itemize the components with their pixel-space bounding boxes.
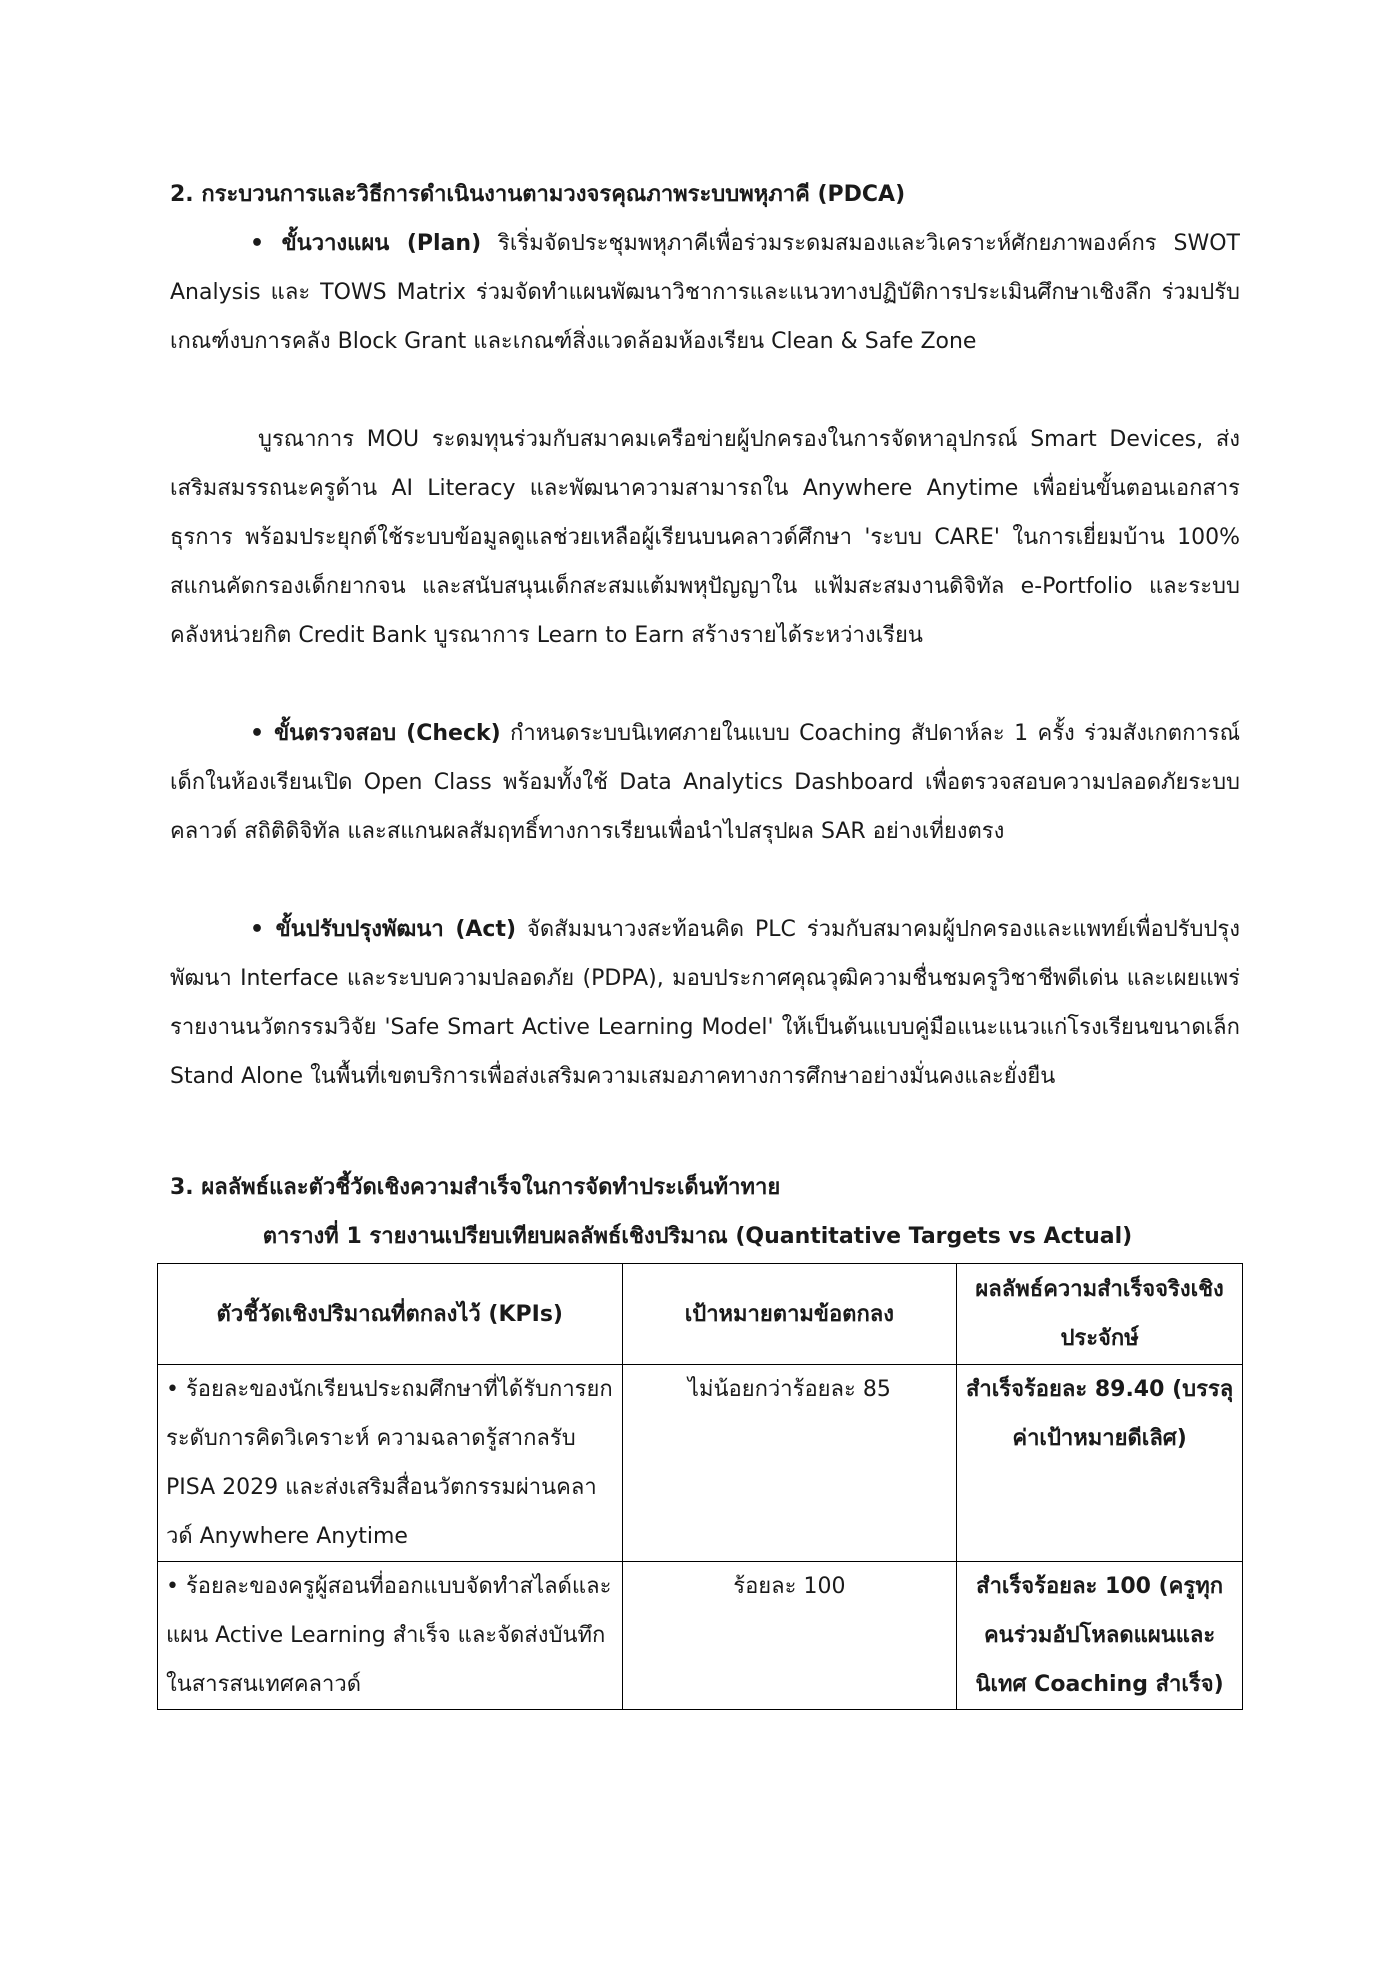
plan-text: ริเริ่มจัดประชุมพหุภาคีเพื่อร่วมระดมสมองและวิเคราะห์ศักยภาพองค์กร SWOT Analysis และ TOWS Matrix ร่วมจัดทำแผนพัฒนาวิชาการและแนวทางปฏิบัติการประเมินศึกษาเชิงลึก ร่วมปรับเกณฑ์งบการคลัง Block Grant และเกณฑ์สิ่งแวดล้อมห้องเรียน Clean & Safe Zone <box>170 231 1240 354</box>
section-2-heading: 2. กระบวนการและวิธีการดำเนินงานตามวงจรคุณภาพระบบพหุภาคี (PDCA) <box>170 182 906 207</box>
plan-paragraph <box>170 219 1240 366</box>
target-cell: ไม่น้อยกว่าร้อยละ 85 <box>622 1365 957 1562</box>
act-paragraph <box>170 905 1240 1101</box>
header-kpi: ตัวชี้วัดเชิงปริมาณที่ตกลงไว้ (KPIs) <box>158 1264 623 1365</box>
section-3-heading: 3. ผลลัพธ์และตัวชี้วัดเชิงความสำเร็จในการจัดทำประเด็นท้าทาย <box>170 1175 781 1200</box>
do-paragraph: บูรณาการ MOU ระดมทุนร่วมกับสมาคมเครือข่ายผู้ปกครองในการจัดหาอุปกรณ์ Smart Devices, ส่งเสริมสมรรถนะครูด้าน AI Literacy และพัฒนาความสามารถใน Anywhere Anytime เพื่อย่นขั้นตอนเอกสารธุรการ พร้อมประยุกต์ใช้ระบบข้อมูลดูแลช่วยเหลือผู้เรียนบนคลาวด์ศึกษา 'ระบบ CARE' ในการเยี่ยมบ้าน 100% สแกนคัดกรองเด็กยากจน และสนับสนุนเด็กสะสมแต้มพหุปัญญาใน แฟ้มสะสมงานดิจิทัล e-Portfolio และระบบคลังหน่วยกิต Credit Bank บูรณาการ Learn to Earn สร้างรายได้ระหว่างเรียน <box>170 427 1240 648</box>
result-cell: สำเร็จร้อยละ 100 (ครูทุกคนร่วมอัปโหลดแผนและนิเทศ Coaching สำเร็จ) <box>957 1562 1243 1710</box>
table-row <box>158 1562 1243 1710</box>
kpi-table <box>157 1263 1243 1710</box>
check-paragraph <box>170 709 1240 856</box>
table-header-row <box>158 1264 1243 1365</box>
table-caption: ตารางที่ 1 รายงานเปรียบเทียบผลลัพธ์เชิงปริมาณ (Quantitative Targets vs Actual) <box>262 1224 1133 1249</box>
check-label: • ขั้นตรวจสอบ (Check) <box>250 721 501 746</box>
act-text: จัดสัมมนาวงสะท้อนคิด PLC ร่วมกับสมาคมผู้ปกครองและแพทย์เพื่อปรับปรุงพัฒนา Interface และระบบความปลอดภัย (PDPA), มอบประกาศคุณวุฒิความชื่นชมครูวิชาชีพดีเด่น และเผยแพร่รายงานนวัตกรรมวิจัย 'Safe Smart Active Learning Model' ให้เป็นต้นแบบคู่มือแนะแนวแก่โรงเรียนขนาดเล็ก Stand Alone ในพื้นที่เขตบริการเพื่อส่งเสริมความเสมอภาคทางการศึกษาอย่างมั่นคงและยั่งยืน <box>170 917 1240 1089</box>
kpi-cell: • ร้อยละของครูผู้สอนที่ออกแบบจัดทำสไลด์และแผน Active Learning สำเร็จ และจัดส่งบันทึกในสารสนเทศคลาวด์ <box>158 1562 623 1710</box>
header-result: ผลลัพธ์ความสำเร็จจริงเชิงประจักษ์ <box>957 1264 1243 1365</box>
target-cell: ร้อยละ 100 <box>622 1562 957 1710</box>
header-target: เป้าหมายตามข้อตกลง <box>622 1264 957 1365</box>
plan-label: • ขั้นวางแผน (Plan) <box>250 231 482 256</box>
result-cell: สำเร็จร้อยละ 89.40 (บรรลุค่าเป้าหมายดีเลิศ) <box>957 1365 1243 1562</box>
check-text: กำหนดระบบนิเทศภายในแบบ Coaching สัปดาห์ละ 1 ครั้ง ร่วมสังเกตการณ์เด็กในห้องเรียนเปิด Open Class พร้อมทั้งใช้ Data Analytics Dashboard เพื่อตรวจสอบความปลอดภัยระบบคลาวด์ สถิติดิจิทัล และสแกนผลสัมฤทธิ์ทางการเรียนเพื่อนำไปสรุปผล SAR อย่างเที่ยงตรง <box>170 721 1240 844</box>
table-row <box>158 1365 1243 1562</box>
act-label: • ขั้นปรับปรุงพัฒนา (Act) <box>250 917 517 942</box>
kpi-cell: • ร้อยละของนักเรียนประถมศึกษาที่ได้รับการยกระดับการคิดวิเคราะห์ ความฉลาดรู้สากลรับ PISA 2029 และส่งเสริมสื่อนวัตกรรมผ่านคลาวด์ Anywhere Anytime <box>158 1365 623 1562</box>
